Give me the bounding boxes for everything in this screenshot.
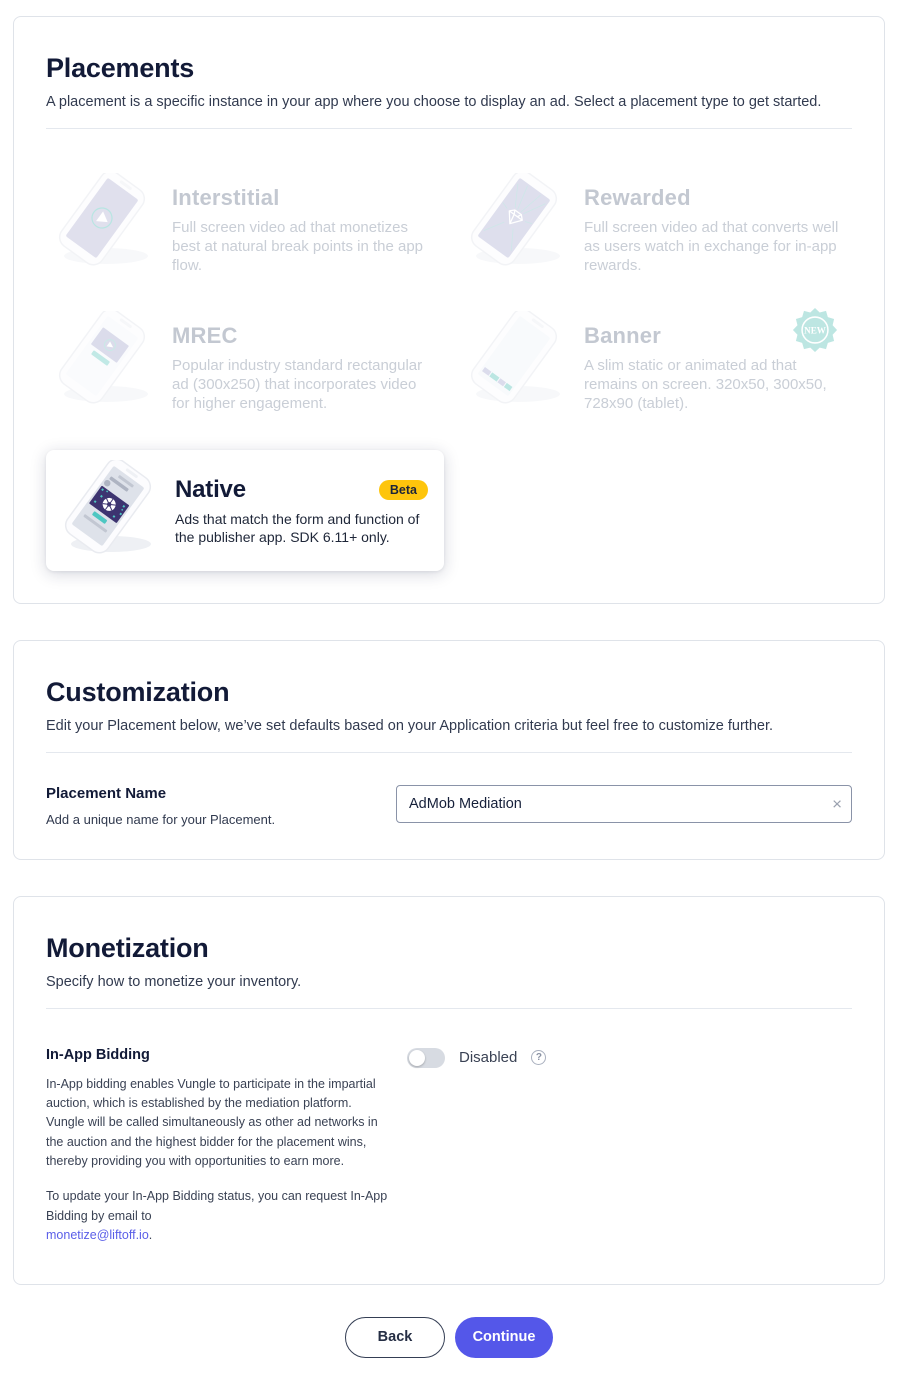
placement-name-row [46,785,852,827]
option-title-banner: Banner [584,323,661,349]
option-desc-interstitial: Full screen video ad that monetizes best at natural break points in the app flow. [172,219,424,274]
clear-input-icon[interactable]: × [832,794,842,813]
back-button[interactable]: Back [345,1317,445,1358]
option-desc-rewarded: Full screen video ad that converts well as users watch in exchange for in-app rewards. [584,219,839,274]
in-app-bidding-label: In-App Bidding [46,1046,150,1063]
option-desc-banner: A slim static or animated ad that remains on screen. 320x50, 300x50, 728x90 (tablet). [584,357,827,412]
option-desc-mrec: Popular industry standard rectangular ad (300x250) that incorporates video for higher engagement. [172,357,423,412]
placement-option-rewarded[interactable] [458,173,852,275]
new-badge-label: NEW [804,325,826,336]
divider [46,752,852,753]
placement-name-input[interactable] [396,785,852,823]
placement-option-mrec[interactable] [46,311,444,413]
placement-name-help: Add a unique name for your Placement. [46,811,276,827]
option-title-mrec: MREC [172,323,238,349]
interstitial-phone-icon [46,173,158,274]
placement-options-grid [46,129,852,571]
monetization-card [13,896,885,1285]
in-app-bidding-status: Disabled [459,1049,518,1066]
rewarded-phone-icon [458,173,570,274]
placement-name-label: Placement Name [46,784,167,802]
customization-subtitle: Edit your Placement below, we’ve set defaults based on your Application criteria but feel free to customize further. [46,717,774,734]
continue-button[interactable]: Continue [455,1317,553,1358]
new-badge [792,307,838,353]
monetization-title: Monetization [46,932,209,963]
monetization-subtitle: Specify how to monetize your inventory. [46,973,302,990]
native-phone-icon [56,460,161,561]
banner-phone-icon [458,311,570,412]
toggle-knob [409,1050,425,1066]
mrec-phone-icon [46,311,158,412]
placements-subtitle: A placement is a specific instance in your app where you choose to display an ad. Select a placement type to get started. [46,94,822,110]
in-app-bidding-toggle[interactable] [407,1048,445,1068]
help-icon[interactable]: ? [531,1050,546,1065]
placements-card [13,16,885,604]
native-desc: Ads that match the form and function of the publisher app. SDK 6.11+ only. [175,510,420,545]
footer-actions [13,1285,885,1358]
native-title: Native [175,475,246,503]
customization-card [13,640,885,860]
monetize-email-link[interactable]: monetize@liftoff.io [46,1228,149,1243]
placement-option-interstitial[interactable] [46,173,444,275]
option-title-interstitial: Interstitial [172,185,280,210]
placements-title: Placements [46,53,195,83]
divider [46,1008,852,1009]
beta-badge: Beta [379,480,428,501]
in-app-bidding-row [46,1047,852,1246]
in-app-bidding-request-text: To update your In-App Bidding status, you can request In-App Bidding by email to [46,1189,388,1223]
placement-option-banner[interactable] [458,311,852,413]
email-suffix: . [148,1228,153,1243]
placement-option-native-selected[interactable] [46,450,444,571]
option-title-rewarded: Rewarded [584,185,691,210]
customization-title: Customization [46,676,230,707]
in-app-bidding-description: In-App bidding enables Vungle to participate in the impartial auction, which is established by the mediation platform. Vungle will be called simultaneously as other ad networks in the auction and the highest bidder for the placement wins, thereby providing you with opportunities to earn more. [46,1076,378,1168]
